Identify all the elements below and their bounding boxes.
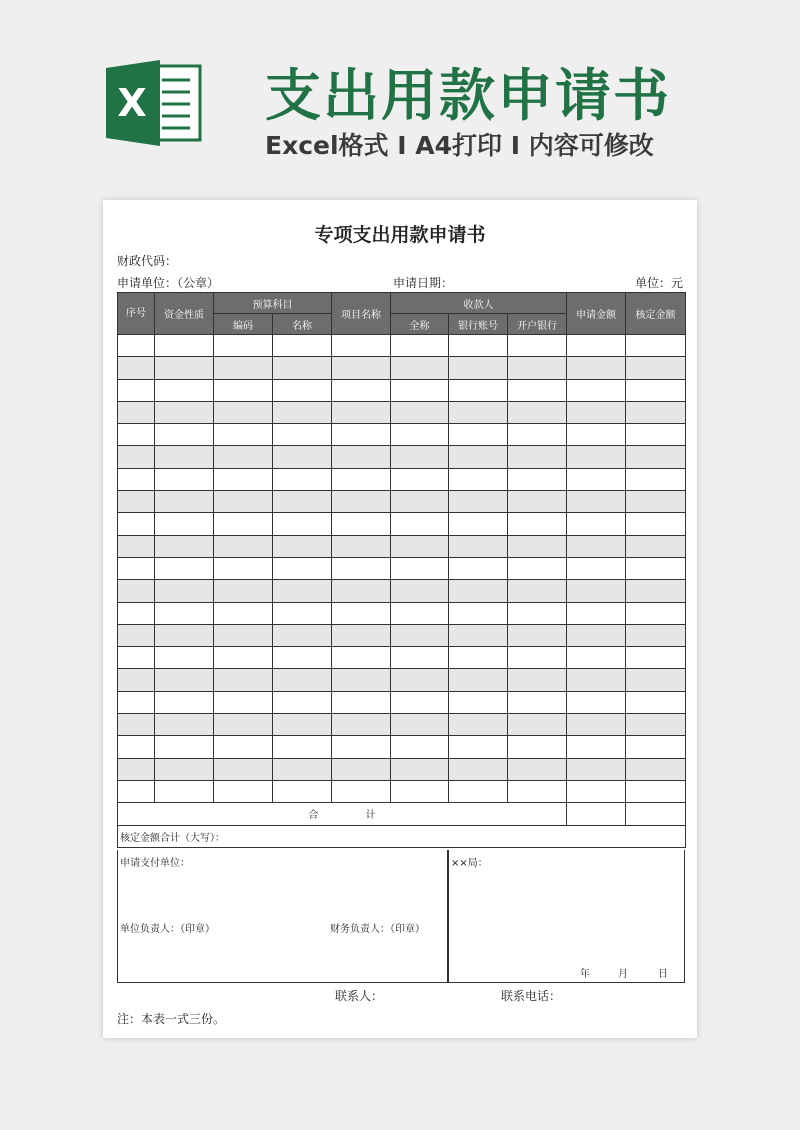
table-cell[interactable] [273,758,332,780]
table-cell[interactable] [626,780,686,802]
table-cell[interactable] [118,424,155,446]
table-cell[interactable] [118,647,155,669]
table-cell[interactable] [273,691,332,713]
table-cell[interactable] [567,401,626,423]
banner-subtitle: Excel格式 I A4打印 I 内容可修改 [265,131,654,160]
applicant-sign-box [117,850,449,983]
table-cell[interactable] [449,424,508,446]
table-row [118,379,686,401]
table-cell[interactable] [391,335,449,357]
table-cell[interactable] [273,669,332,691]
table-cell[interactable] [626,557,686,579]
table-cell[interactable] [332,491,391,513]
table-cell[interactable] [567,580,626,602]
day-label: 日 [658,969,668,980]
table-cell[interactable] [332,357,391,379]
table-row [118,491,686,513]
table-cell[interactable] [332,691,391,713]
table-cell[interactable] [508,691,567,713]
table-cell[interactable] [508,714,567,736]
table-row [118,647,686,669]
table-cell[interactable] [214,602,273,624]
table-cell[interactable] [155,535,214,557]
table-cell[interactable] [273,624,332,646]
table-cell[interactable] [508,780,567,802]
header-name: 名称 [273,314,332,335]
table-cell[interactable] [449,357,508,379]
table-cell[interactable] [508,491,567,513]
table-cell[interactable] [508,357,567,379]
total-label-left: 合 [308,810,319,822]
table-cell[interactable] [449,669,508,691]
table-cell[interactable] [508,647,567,669]
header-project-name: 项目名称 [332,293,391,335]
table-cell[interactable] [118,691,155,713]
table-cell[interactable] [273,580,332,602]
header-apply-amount: 申请金额 [567,293,626,335]
table-cell[interactable] [118,736,155,758]
table-cell[interactable] [391,780,449,802]
bureau-approval-box [447,850,685,983]
table-cell[interactable] [332,379,391,401]
form-title: 专项支出用款申请书 [314,224,486,246]
excel-logo-icon [104,58,204,148]
table-cell[interactable] [118,780,155,802]
table-row [118,714,686,736]
table-cell[interactable] [332,780,391,802]
table-cell[interactable] [626,691,686,713]
table-cell[interactable] [626,647,686,669]
table-cell[interactable] [508,424,567,446]
table-cell[interactable] [118,513,155,535]
table-cell[interactable] [118,602,155,624]
table-cell[interactable] [155,557,214,579]
table-cell[interactable] [332,624,391,646]
table-cell[interactable] [273,424,332,446]
table-cell[interactable] [567,647,626,669]
table-cell[interactable] [118,669,155,691]
table-cell[interactable] [332,580,391,602]
table-cell[interactable] [332,736,391,758]
table-cell[interactable] [332,468,391,490]
table-cell[interactable] [626,491,686,513]
table-cell[interactable] [214,446,273,468]
finance-head-label: 财务负责人：（印章） [330,924,425,935]
table-cell[interactable] [391,647,449,669]
table-cell[interactable] [118,446,155,468]
table-cell[interactable] [508,602,567,624]
table-cell[interactable] [626,669,686,691]
table-cell[interactable] [449,691,508,713]
table-cell[interactable] [391,357,449,379]
table-cell[interactable] [273,780,332,802]
table-cell[interactable] [155,647,214,669]
table-cell[interactable] [449,335,508,357]
table-cell[interactable] [567,446,626,468]
table-cell[interactable] [391,669,449,691]
table-cell[interactable] [449,714,508,736]
table-cell[interactable] [449,580,508,602]
table-row [118,624,686,646]
table-cell[interactable] [391,602,449,624]
table-cell[interactable] [155,624,214,646]
table-cell[interactable] [155,736,214,758]
table-cell[interactable] [214,557,273,579]
table-cell[interactable] [118,379,155,401]
table-row [118,691,686,713]
table-cell[interactable] [273,602,332,624]
table-cell[interactable] [626,424,686,446]
table-cell[interactable] [118,714,155,736]
table-cell[interactable] [508,624,567,646]
table-cell[interactable] [508,513,567,535]
table-cell[interactable] [155,401,214,423]
table-cell[interactable] [626,357,686,379]
table-cell[interactable] [155,468,214,490]
table-cell[interactable] [332,714,391,736]
table-cell[interactable] [332,647,391,669]
table-cell[interactable] [626,401,686,423]
table-cell[interactable] [391,446,449,468]
table-cell[interactable] [332,401,391,423]
table-cell[interactable] [332,535,391,557]
approved-total-row [118,825,686,847]
header-budget-subject: 预算科目 [214,293,332,314]
table-cell[interactable] [567,557,626,579]
table-cell[interactable] [155,758,214,780]
year-label: 年 [580,969,590,980]
table-cell[interactable] [626,379,686,401]
table-cell[interactable] [391,691,449,713]
note-text: 注：本表一式三份。 [117,1012,226,1026]
table-cell[interactable] [214,468,273,490]
table-cell[interactable] [449,602,508,624]
table-cell[interactable] [214,669,273,691]
table-cell[interactable] [567,758,626,780]
total-apply-amount-cell[interactable] [567,803,626,825]
table-cell[interactable] [391,758,449,780]
table-cell[interactable] [626,513,686,535]
table-cell[interactable] [567,468,626,490]
table-cell[interactable] [214,379,273,401]
table-cell[interactable] [449,513,508,535]
table-cell[interactable] [567,513,626,535]
table-cell[interactable] [273,335,332,357]
bureau-label: ××局： [451,858,488,869]
table-row [118,401,686,423]
table-cell[interactable] [118,468,155,490]
table-cell[interactable] [626,446,686,468]
table-row [118,513,686,535]
table-cell[interactable] [155,602,214,624]
table-cell[interactable] [508,736,567,758]
table-cell[interactable] [508,401,567,423]
applicant-unit-label: 申请支付单位： [120,858,190,869]
table-cell[interactable] [155,580,214,602]
table-row [118,357,686,379]
table-cell[interactable] [391,424,449,446]
total-label-right: 计 [365,810,376,822]
table-cell[interactable] [118,624,155,646]
table-cell[interactable] [118,580,155,602]
application-table [117,292,686,848]
table-cell[interactable] [508,580,567,602]
table-cell[interactable] [567,535,626,557]
table-cell[interactable] [391,535,449,557]
table-cell[interactable] [214,758,273,780]
table-cell[interactable] [626,736,686,758]
table-cell[interactable] [155,491,214,513]
table-cell[interactable] [273,513,332,535]
phone-label: 联系电话： [501,989,562,1003]
table-cell[interactable] [273,714,332,736]
table-cell[interactable] [567,357,626,379]
approved-total-label: 核定金额合计（大写）： [118,825,686,847]
table-cell[interactable] [273,357,332,379]
table-cell[interactable] [214,401,273,423]
table-cell[interactable] [155,714,214,736]
total-approved-amount-cell[interactable] [626,803,686,825]
table-row [118,669,686,691]
table-cell[interactable] [567,669,626,691]
table-cell[interactable] [273,446,332,468]
table-cell[interactable] [155,691,214,713]
table-cell[interactable] [567,335,626,357]
table-cell[interactable] [567,780,626,802]
table-cell[interactable] [332,513,391,535]
total-row [118,803,686,825]
table-cell[interactable] [118,401,155,423]
table-cell[interactable] [391,468,449,490]
header-fund-nature: 资金性质 [155,293,214,335]
table-cell[interactable] [332,335,391,357]
table-cell[interactable] [118,491,155,513]
table-cell[interactable] [508,669,567,691]
table-cell[interactable] [332,669,391,691]
table-row [118,736,686,758]
table-cell[interactable] [118,357,155,379]
table-cell[interactable] [508,468,567,490]
table-cell[interactable] [214,491,273,513]
table-cell[interactable] [626,758,686,780]
table-cell[interactable] [273,491,332,513]
table-cell[interactable] [449,535,508,557]
table-cell[interactable] [155,446,214,468]
table-cell[interactable] [214,647,273,669]
table-cell[interactable] [332,758,391,780]
table-cell[interactable] [155,669,214,691]
table-cell[interactable] [508,557,567,579]
table-cell[interactable] [567,624,626,646]
table-cell[interactable] [508,379,567,401]
table-cell[interactable] [567,736,626,758]
table-cell[interactable] [391,580,449,602]
table-cell[interactable] [273,379,332,401]
table-cell[interactable] [118,535,155,557]
table-cell[interactable] [214,424,273,446]
table-cell[interactable] [332,446,391,468]
table-cell[interactable] [449,758,508,780]
table-cell[interactable] [449,624,508,646]
banner-title: 支出用款申请书 [265,64,671,129]
table-cell[interactable] [273,401,332,423]
table-cell[interactable] [332,602,391,624]
table-cell[interactable] [155,780,214,802]
finance-code-label: 财政代码： [117,254,178,268]
table-cell[interactable] [273,647,332,669]
header-code: 编码 [214,314,273,335]
apply-date-label: 申请日期： [393,276,454,290]
table-cell[interactable] [214,357,273,379]
table-cell[interactable] [626,602,686,624]
svg-text:X: X [117,81,147,125]
table-cell[interactable] [449,401,508,423]
table-cell[interactable] [449,647,508,669]
table-cell[interactable] [567,602,626,624]
table-row [118,580,686,602]
table-cell[interactable] [449,468,508,490]
table-cell[interactable] [391,491,449,513]
table-cell[interactable] [508,446,567,468]
table-cell[interactable] [626,580,686,602]
table-cell[interactable] [567,691,626,713]
table-cell[interactable] [214,580,273,602]
table-cell[interactable] [626,468,686,490]
table-cell[interactable] [626,714,686,736]
header-approved-amount: 核定金额 [626,293,686,335]
table-cell[interactable] [214,335,273,357]
table-cell[interactable] [391,557,449,579]
table-cell[interactable] [118,335,155,357]
table-cell[interactable] [508,335,567,357]
table-cell[interactable] [214,714,273,736]
table-cell[interactable] [155,335,214,357]
table-row [118,758,686,780]
table-row [118,424,686,446]
table-row [118,780,686,802]
table-cell[interactable] [273,736,332,758]
table-cell[interactable] [626,624,686,646]
table-row [118,557,686,579]
applicant-label: 申请单位：（公章） [117,276,220,290]
table-cell[interactable] [155,513,214,535]
table-cell[interactable] [273,535,332,557]
table-row [118,468,686,490]
table-cell[interactable] [155,379,214,401]
table-cell[interactable] [449,736,508,758]
table-cell[interactable] [118,758,155,780]
table-row [118,446,686,468]
table-cell[interactable] [332,424,391,446]
table-cell[interactable] [567,491,626,513]
table-cell[interactable] [567,379,626,401]
table-cell[interactable] [391,714,449,736]
header-full-name: 全称 [391,314,449,335]
table-cell[interactable] [214,691,273,713]
header-bank-account: 银行账号 [449,314,508,335]
table-cell[interactable] [449,557,508,579]
table-cell[interactable] [273,468,332,490]
table-cell[interactable] [155,357,214,379]
month-label: 月 [618,969,628,980]
table-cell[interactable] [508,535,567,557]
table-cell[interactable] [332,557,391,579]
table-row [118,602,686,624]
table-cell[interactable] [391,624,449,646]
table-row [118,335,686,357]
table-cell[interactable] [391,736,449,758]
table-cell[interactable] [214,780,273,802]
table-cell[interactable] [214,624,273,646]
table-cell[interactable] [567,424,626,446]
table-cell[interactable] [626,335,686,357]
header-bank: 开户银行 [508,314,567,335]
table-cell[interactable] [508,758,567,780]
table-cell[interactable] [567,714,626,736]
table-cell[interactable] [449,780,508,802]
table-cell[interactable] [391,401,449,423]
table-cell[interactable] [214,513,273,535]
header-payee: 收款人 [391,293,567,314]
form-sheet [103,200,697,1038]
table-cell[interactable] [449,379,508,401]
table-cell[interactable] [214,535,273,557]
table-cell[interactable] [214,736,273,758]
table-cell[interactable] [391,379,449,401]
header-seq: 序号 [118,293,155,335]
unit-head-label: 单位负责人：（印章） [120,924,215,935]
contact-label: 联系人： [335,989,384,1003]
table-row [118,535,686,557]
table-cell[interactable] [449,491,508,513]
table-cell[interactable] [273,557,332,579]
table-cell[interactable] [155,424,214,446]
table-cell[interactable] [118,557,155,579]
unit-label: 单位：元 [634,276,683,290]
table-cell[interactable] [449,446,508,468]
table-cell[interactable] [391,513,449,535]
total-label [118,803,567,825]
table-cell[interactable] [626,535,686,557]
